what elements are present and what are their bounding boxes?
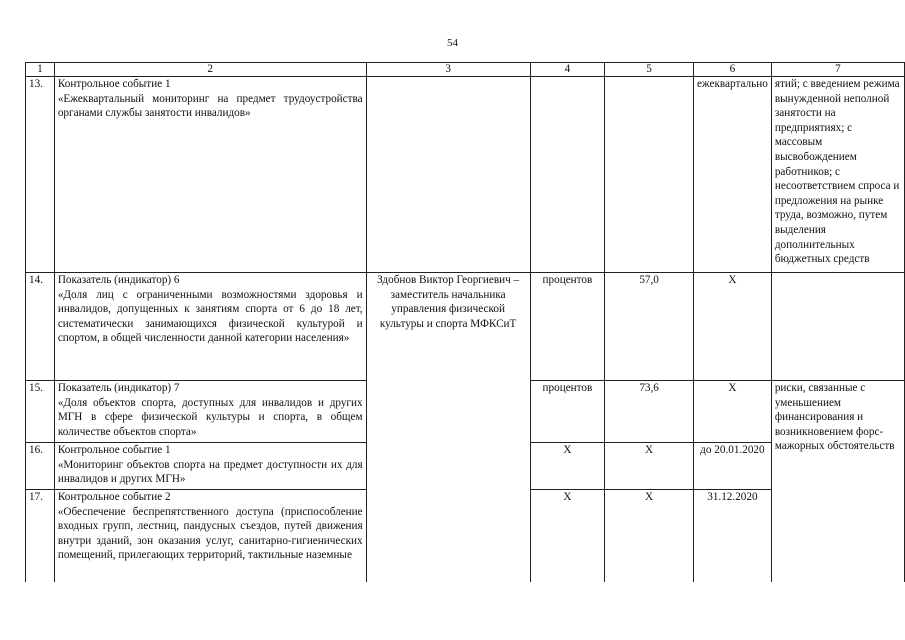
- plan-table: [25, 62, 905, 582]
- row-description: [54, 77, 366, 273]
- risk-cell: ятий; с введением режима вынужденной неполной занятости на предприятиях; с массовым высвобождением работников; с несоответствием спроса и предложения на рынке труда, возможно, путем выделения дополнительных бюджетных средств: [771, 77, 904, 273]
- row-description: [54, 273, 366, 381]
- row-title: Показатель (индикатор) 7: [57, 382, 180, 394]
- term-cell: 31.12.2020: [693, 490, 771, 582]
- unit-cell: Х: [530, 443, 605, 490]
- value-cell: Х: [605, 490, 694, 582]
- term-cell: ежеквартально: [693, 77, 771, 273]
- row-number: 15.: [26, 381, 55, 443]
- row-number: 14.: [26, 273, 55, 381]
- row-description: [54, 490, 366, 582]
- header-cell: 1: [26, 63, 55, 77]
- row-description: [54, 381, 366, 443]
- row-title: Контрольное событие 1: [57, 78, 171, 90]
- value-cell: Х: [605, 443, 694, 490]
- row-title: Показатель (индикатор) 6: [57, 274, 180, 286]
- row-text: «Обеспечение беспрепятственного доступа (приспособление входных групп, лестниц, пандусных съездов, путей движения внутри зданий, зон оказания услуг, санитарно-гигиенических помещений, прилегающих территорий, тактильные наземные: [57, 505, 363, 562]
- unit-cell: [530, 77, 605, 273]
- header-cell: 3: [366, 63, 530, 77]
- table-row: [26, 273, 905, 381]
- row-description: [54, 443, 366, 490]
- risk-cell: риски, связанные с уменьшением финансирования и возникновением форс-мажорных обстоятельств: [771, 381, 904, 582]
- risk-cell: [771, 273, 904, 381]
- term-cell: до 20.01.2020: [693, 443, 771, 490]
- header-cell: 7: [771, 63, 904, 77]
- header-row: [26, 63, 905, 77]
- row-text: «Доля лиц с ограниченными возможностями здоровья и инвалидов, допущенных к занятиям спорта от 6 до 18 лет, систематически занимающихся физической культурой и спортом, в общей численности данной категории населения»: [57, 288, 363, 345]
- responsible-cell: Здобнов Виктор Георгиевич – заместитель начальника управления физической культуры и спорта МФКСиТ: [366, 273, 530, 582]
- page-number: 54: [447, 37, 458, 49]
- term-cell: Х: [693, 381, 771, 443]
- value-cell: [605, 77, 694, 273]
- table-row: [26, 77, 905, 273]
- unit-cell: процентов: [530, 381, 605, 443]
- unit-cell: Х: [530, 490, 605, 582]
- row-number: 16.: [26, 443, 55, 490]
- responsible-cell: [366, 77, 530, 273]
- header-cell: 2: [54, 63, 366, 77]
- header-cell: 4: [530, 63, 605, 77]
- row-title: Контрольное событие 2: [57, 491, 171, 503]
- unit-cell: процентов: [530, 273, 605, 381]
- row-text: «Ежеквартальный мониторинг на предмет трудоустройства органами службы занятости инвалидов»: [57, 92, 363, 120]
- row-number: 13.: [26, 77, 55, 273]
- row-number: 17.: [26, 490, 55, 582]
- value-cell: 57,0: [605, 273, 694, 381]
- row-title: Контрольное событие 1: [57, 444, 171, 456]
- header-cell: 6: [693, 63, 771, 77]
- value-cell: 73,6: [605, 381, 694, 443]
- term-cell: Х: [693, 273, 771, 381]
- header-cell: 5: [605, 63, 694, 77]
- row-text: «Мониторинг объектов спорта на предмет доступности их для инвалидов и других МГН»: [57, 458, 363, 486]
- row-text: «Доля объектов спорта, доступных для инвалидов и других МГН в сфере физической культуры и спорта, в общем количестве объектов спорта»: [57, 396, 363, 438]
